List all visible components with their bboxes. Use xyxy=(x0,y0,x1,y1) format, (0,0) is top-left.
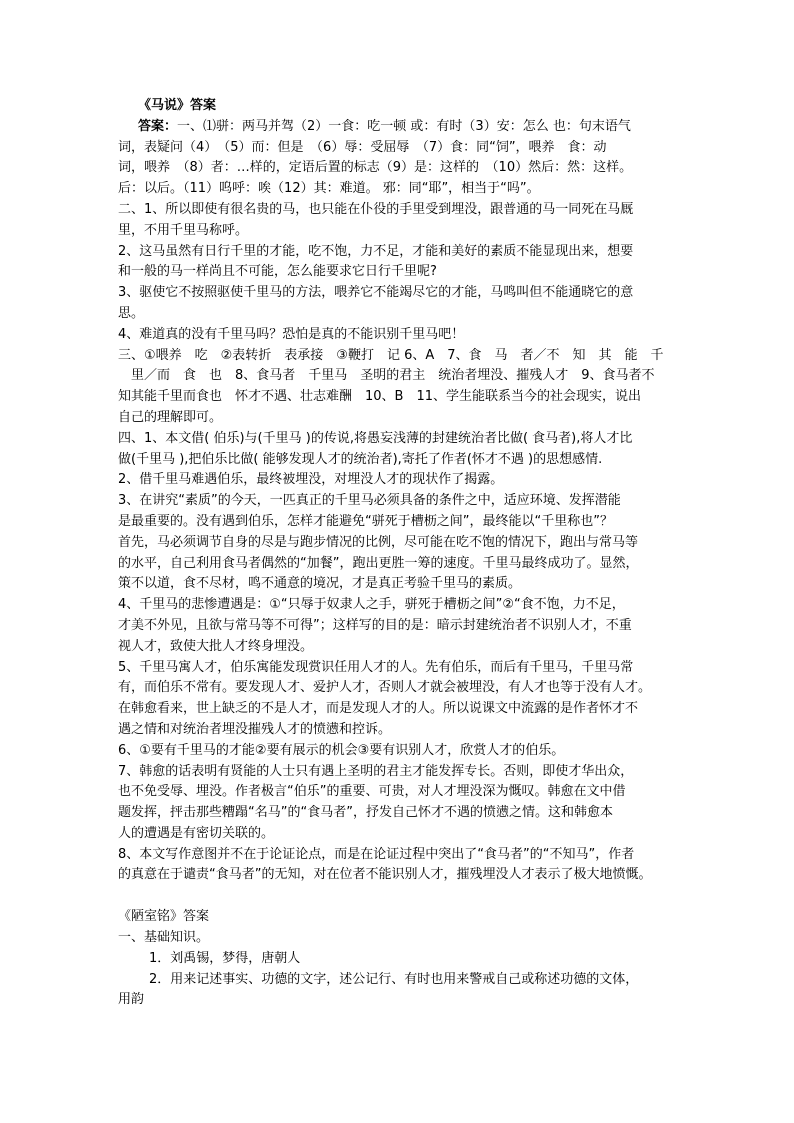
paragraph-line: 策不以道，食不尽材，鸣不通意的境况，才是真正考验千里马的素质。 xyxy=(118,576,522,592)
paragraph-line: 思。 xyxy=(118,305,145,321)
paragraph-line: 也不免受辱、埋没。作者极言“伯乐”的重要、可贵，对人才埋没深为慨叹。韩愈在文中借 xyxy=(118,784,626,800)
section-title-mashuo: 《马说》答案 xyxy=(138,98,217,113)
paragraph-line: 3、驱使它不按照驱使千里马的方法，喂养它不能竭尽它的才能，马鸣叫但不能通晓它的意 xyxy=(118,285,634,301)
list-item: 1．刘禹锡，梦得，唐朝人 xyxy=(149,950,301,966)
section-title-loushiming: 《陋室铭》答案 xyxy=(118,909,210,925)
paragraph-line: 首先，马必须调节自身的尽是与跑步情况的比例，尽可能在吃不饱的情况下，跑出与常马等 xyxy=(118,534,639,550)
paragraph-line: 词，喂养 （8）者：…样的，定语后置的标志（9）是：这样的 （10）然后：然：这样。 xyxy=(118,160,633,176)
paragraph-line: 视人才，致使大批人才终身埋没。 xyxy=(118,638,314,654)
paragraph-line: 7、韩愈的话表明有贤能的人士只有遇上圣明的君主才能发挥专长。否则，即使才华出众， xyxy=(118,763,634,779)
paragraph-line: 的水平，自己利用食马者偶然的“加餐”，跑出更胜一筹的速度。千里马最终成功了。显然， xyxy=(118,555,639,571)
paragraph-line: 三、①喂养 吃 ②表转折 表承接 ③鞭打 记 6、A 7、食 马 者／不 知 其 能 千 xyxy=(118,347,664,363)
paragraph-line: 和一般的马一样尚且不可能，怎么能要求它日行千里呢? xyxy=(118,264,437,280)
answer-label: 答案： xyxy=(138,118,178,134)
paragraph-line: 2、这马虽然有日行千里的才能，吃不饱，力不足，才能和美好的素质不能显现出来，想要 xyxy=(118,243,634,259)
paragraph-line: 一、⑴骈：两马并驾（2）一食：吃一顿 或：有时（3）安：怎么 也：句末语气 xyxy=(177,118,631,134)
paragraph-line: 4、难道真的没有千里马吗？恐怕是真的不能识别千里马吧！ xyxy=(118,326,465,342)
paragraph-line: 6、①要有千里马的才能②要有展示的机会③要有识别人才，欣赏人才的伯乐。 xyxy=(118,742,565,758)
answer-line xyxy=(118,117,682,138)
paragraph-line: 5、千里马寓人才，伯乐寓能发现赏识任用人才的人。先有伯乐，而后有千里马，千里马常 xyxy=(118,659,634,675)
paragraph-line: 人的遭遇是有密切关联的。 xyxy=(118,825,275,841)
paragraph-line: 是最重要的。没有遇到伯乐，怎样才能避免“骈死于槽枥之间”，最终能以“千里称也”？ xyxy=(118,513,613,529)
paragraph-line: 遇之情和对统治者埋没摧残人才的愤懑和控诉。 xyxy=(118,721,392,737)
paragraph-line: 知其能千里而食也 怀才不遇、壮志难酬 10、B 11、学生能联系当今的社会现实，说出 xyxy=(118,389,642,405)
paragraph-line: 的真意在于谴责“食马者”的无知，对在位者不能识别人才，摧残埋没人才表示了极大地愤慨。 xyxy=(118,867,652,883)
paragraph-line: 才美不外见，且欲与常马等不可得”；这样写的目的是：暗示封建统治者不识别人才，不重 xyxy=(118,617,632,633)
paragraph-line: 自己的理解即可。 xyxy=(118,409,223,425)
paragraph-line: 后：以后。（11）呜呼：唉（12）其：难道。 邪：同“耶”，相当于“吗”。 xyxy=(118,181,540,197)
paragraph-line: 里／而 食 也 8、食马者 千里马 圣明的君主 统治者埋没、摧残人才 9、食马者不 xyxy=(118,368,655,384)
paragraph-line: 词，表疑问（4） （5）而：但是 （6）辱：受屈辱 （7）食：同“饲”，喂养 食：动 xyxy=(118,139,607,155)
paragraph-line: 在韩愈看来，世上缺乏的不是人才，而是发现人才的人。所以说课文中流露的是作者怀才不 xyxy=(118,701,639,717)
subsection-heading: 一、基础知识。 xyxy=(118,930,210,946)
paragraph-line: 做(千里马 ),把伯乐比做( 能够发现人才的统治者),寄托了作者(怀才不遇 )的思想感情. xyxy=(118,451,603,467)
paragraph-line: 3、在讲究“素质”的今天，一匹真正的千里马必须具备的条件之中，适应环境、发挥潜能 xyxy=(118,493,621,509)
paragraph-line: 4、千里马的悲惨遭遇是：①“只辱于奴隶人之手，骈死于槽枥之间”②“食不饱，力不足， xyxy=(118,597,625,613)
list-item: 2．用来记述事实、功德的文字，述公记行、有时也用来警戒自己或称述功德的文体， xyxy=(149,971,639,987)
document-page xyxy=(118,96,682,1011)
list-item-continuation: 用韵 xyxy=(118,992,145,1008)
paragraph-line: 题发挥，抨击那些糟蹋“名马”的“食马者”，抒发自己怀才不遇的愤懑之情。这和韩愈本 xyxy=(118,805,613,821)
paragraph-line: 四、1、本文借( 伯乐)与(千里马 )的传说,将愚妄浅薄的封建统治者比做( 食马者),将人才比 xyxy=(118,430,633,446)
section-spacer xyxy=(118,886,682,907)
paragraph-line: 里，不用千里马称呼。 xyxy=(118,222,249,238)
paragraph-line: 二、1、所以即使有很名贵的马，也只能在仆役的手里受到埋没，跟普通的马一同死在马厩 xyxy=(118,201,634,217)
paragraph-line: 8、本文写作意图并不在于论证论点，而是在论证过程中突出了“食马者”的“不知马”，作者 xyxy=(118,846,635,862)
paragraph-line: 有，而伯乐不常有。要发现人才、爱护人才，否则人才就会被埋没，有人才也等于没有人才。 xyxy=(118,680,652,696)
paragraph-line: 2、借千里马难遇伯乐，最终被埋没，对埋没人才的现状作了揭露。 xyxy=(118,472,504,488)
